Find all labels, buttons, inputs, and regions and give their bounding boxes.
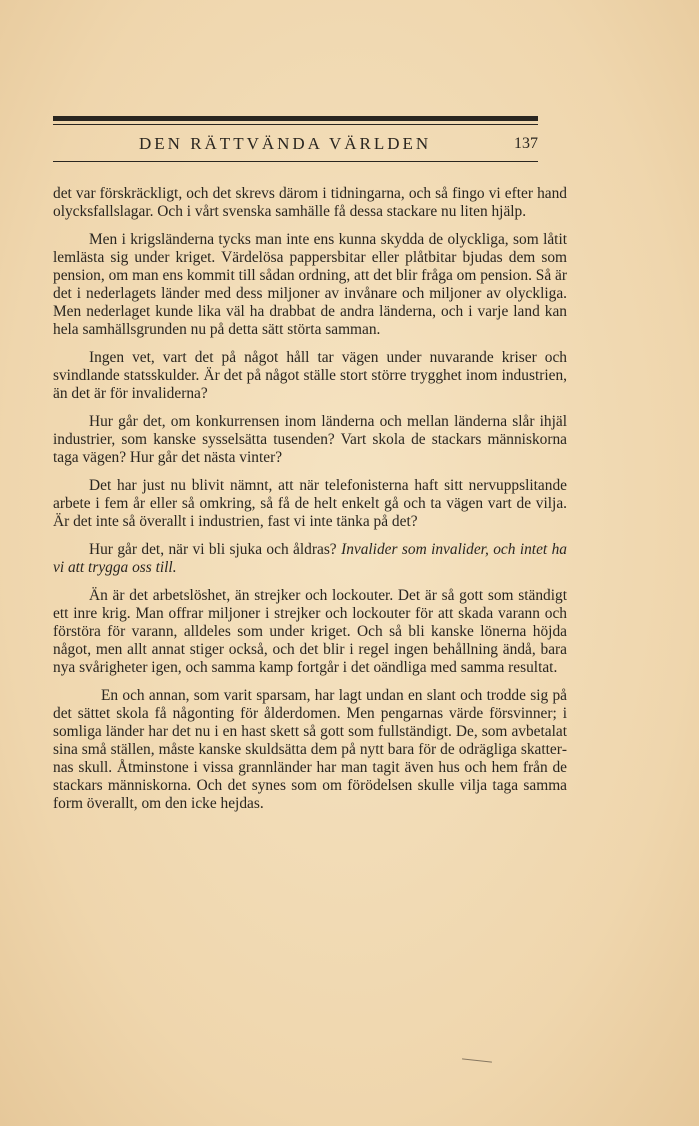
body-text <box>53 185 567 823</box>
paragraph: Men i krigsländerna tycks man inte ens kunna skydda de olyckliga, som låtit lemlästa sig under kriget. Värdelösa pappersbitar eller plåtbitar bjudas dem som pension, om man ens kommit till sådan ordning, att det blir fråga om pension. Så är det i nederlagets länder med dess miljoner av invånare och miljoner av olyckliga. Men nederlaget kunde lika väl ha drabbat de andra länderna, och i varje land kan hela samhällsgrunden nu på detta sätt störta samman. <box>53 231 567 338</box>
page-header <box>53 132 538 158</box>
paragraph: Hur går det, om konkurrensen inom länderna och mellan länderna slår ihjäl industrier, som kanske sysselsätta tusenden? Vart skola de stackars människorna taga vägen? Hur går det nästa vinter? <box>53 413 567 466</box>
paragraph-italic: Invalider som invalider, och intet ha vi att trygga oss till. <box>53 541 567 576</box>
paragraph-text: Hur går det, när vi bli sjuka och åldras? <box>89 541 337 558</box>
paragraph <box>53 541 567 577</box>
paragraph: En och annan, som varit sparsam, har lagt undan en slant och trodde sig på det sättet skola få någonting för ålderdomen. Men pengarnas värde försvinner; i somliga länder har det nu i en hast skett så gott som fullständigt. De, som avbetalat sina små ställen, måste kanske skuldsätta dem på nytt bara för de odrägliga skatternas skull. Åtminstone i vissa grannländer har man tagit även hus och hem från de stackars människorna. Och det synes som om förödelsen skulle vilja taga samma form överallt, om den icke hejdas. <box>53 687 567 812</box>
page-number: 137 <box>514 135 538 152</box>
paragraph: Än är det arbetslöshet, än strejker och lockouter. Det är så gott som ständigt ett inre krig. Man offrar miljoner i strejker och lockouter för att skada varann och förstöra för varann, alldeles som under kriget. Och så bli kanske lönerna höjda något, men allt annat stiger också, och det blir i regel ingen behållning ändå, bara nya svårigheter igen, och samma kamp fortgår i det oändliga med samma resultat. <box>53 587 567 676</box>
paragraph: det var förskräckligt, och det skrevs därom i tidningarna, och så fingo vi efter hand olycksfallslagar. Och i vårt svenska samhälle få dessa stackare nu liten hjälp. <box>53 185 567 220</box>
running-title: DEN RÄTTVÄNDA VÄRLDEN <box>139 134 432 153</box>
header-rule-bottom <box>53 161 538 162</box>
paragraph: Det har just nu blivit nämnt, att när telefonisterna haft sitt nervuppslitande arbete i fem år eller så omkring, så få de helt enkelt gå och ta vägen vart de vilja. Är det inte så överallt i industrien, fast vi inte tänka på det? <box>53 477 567 530</box>
ink-mark <box>462 1058 492 1062</box>
paragraph: Ingen vet, vart det på något håll tar vägen under nuvarande kriser och svindlande statsskulder. Är det på något ställe stort större trygghet inom industrien, än det är för invaliderna? <box>53 349 567 402</box>
header-rule-thick <box>53 116 538 121</box>
header-rule-thin <box>53 124 538 125</box>
